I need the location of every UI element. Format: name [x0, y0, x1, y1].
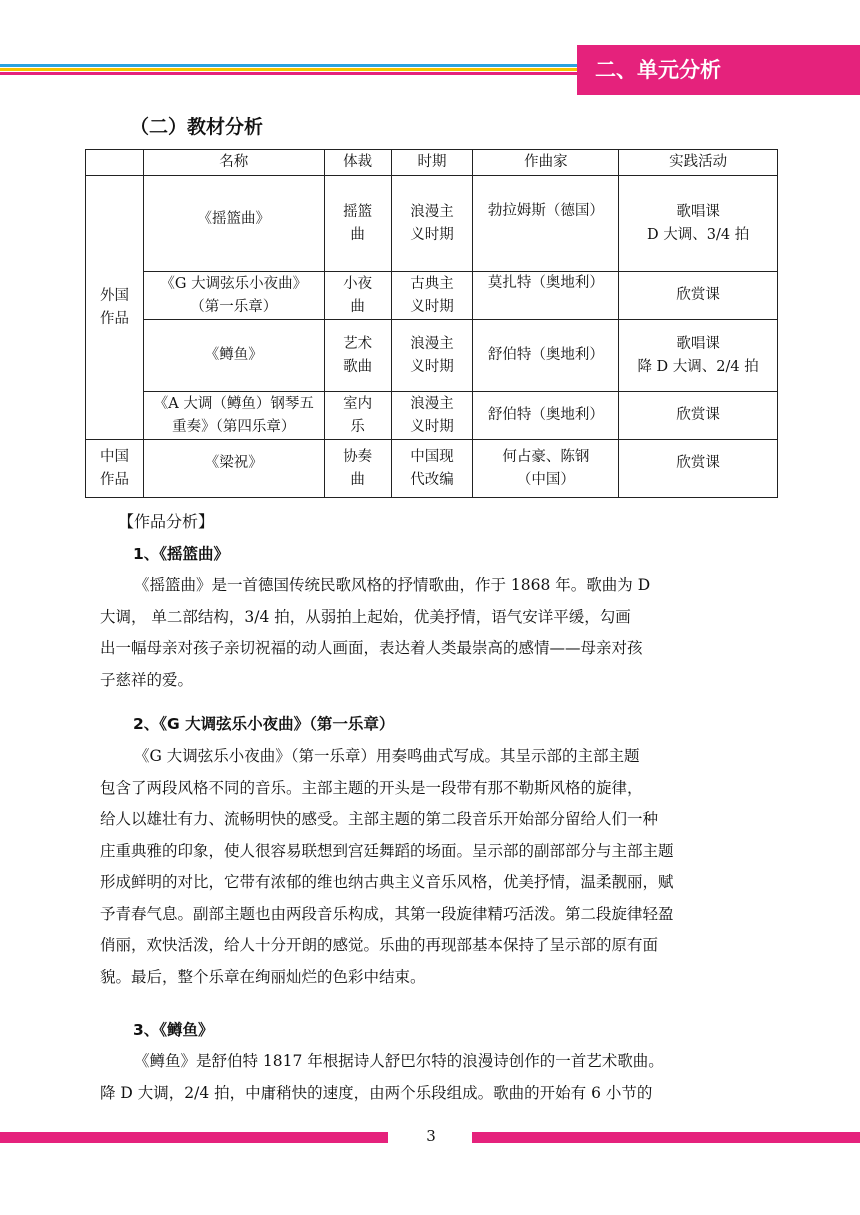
footer-bar-right [472, 1132, 860, 1143]
paragraph-line: 形成鲜明的对比，它带有浓郁的维也纳古典主义音乐风格，优美抒情，温柔靓丽，赋 [100, 873, 674, 891]
table-header-row [86, 150, 778, 176]
work-activity [619, 272, 778, 320]
work-composer: 勃拉姆斯（德国） [473, 176, 619, 272]
paragraph-line: 《摇篮曲》是一首德国传统民歌风格的抒情歌曲，作于 1868 年。歌曲为 D [134, 576, 651, 594]
paragraph-line: 俏丽，欢快活泼，给人十分开朗的感觉。乐曲的再现部基本保持了呈示部的原有面 [100, 936, 659, 954]
table-header-cell: 时期 [391, 150, 473, 176]
work-name: 《A 大调（鳟鱼）钢琴五重奏》（第四乐章） [143, 392, 324, 440]
page-number: 3 [426, 1127, 436, 1145]
group-label-chinese: 中国作品 [86, 440, 144, 498]
activity-line: D 大调、3/4 拍 [647, 226, 750, 243]
section-tab: 二、单元分析 [577, 45, 860, 95]
header-stripes [0, 64, 600, 78]
analysis-paragraph [100, 570, 772, 696]
activity-line: 欣赏课 [676, 407, 720, 423]
analysis-paragraph [100, 741, 772, 993]
work-genre: 摇篮曲 [324, 176, 391, 272]
work-activity [619, 176, 778, 272]
paragraph-line: 庄重典雅的印象，使人很容易联想到宫廷舞蹈的场面。呈示部的副部部分与主部主题 [100, 841, 674, 860]
work-name: 《梁祝》 [143, 440, 324, 498]
activity-line: 歌唱课 [676, 203, 720, 220]
activity-line: 欣赏课 [676, 287, 720, 303]
work-name: 《摇篮曲》 [143, 176, 324, 272]
works-table [85, 149, 778, 498]
paragraph-line: 降 D 大调，2/4 拍，中庸稍快的速度，由两个乐段组成。歌曲的开始有 6 小节的 [100, 1083, 653, 1102]
table-row [86, 320, 778, 392]
paragraph-line: 出一幅母亲对孩子亲切祝福的动人画面，表达着人类最崇高的感情——母亲对孩 [100, 639, 643, 657]
work-period: 浪漫主义时期 [391, 320, 473, 392]
work-genre: 艺术歌曲 [324, 320, 391, 392]
work-composer: 何占豪、陈钢（中国） [473, 440, 619, 498]
analysis-heading: 1、《摇篮曲》 [133, 545, 230, 563]
work-activity [619, 440, 778, 498]
paragraph-line: 《鳟鱼》是舒伯特 1817 年根据诗人舒巴尔特的浪漫诗创作的一首艺术歌曲。 [134, 1052, 664, 1070]
analysis-heading: 2、《G 大调弦乐小夜曲》（第一乐章） [133, 715, 395, 733]
work-name: 《鳟鱼》 [143, 320, 324, 392]
work-composer: 莫扎特（奥地利） [473, 272, 619, 320]
paragraph-line: 大调， 单二部结构，3/4 拍，从弱拍上起始，优美抒情，语气安详平缓，勾画 [100, 607, 631, 626]
paragraph-line: 子慈祥的爱。 [100, 670, 194, 689]
paragraph-line: 《G 大调弦乐小夜曲》（第一乐章）用奏鸣曲式写成。其呈示部的主部主题 [134, 747, 640, 765]
work-period: 浪漫主义时期 [391, 176, 473, 272]
paragraph-line: 给人以雄壮有力、流畅明快的感受。主部主题的第二段音乐开始部分留给人们一种 [100, 810, 659, 828]
work-period: 中国现代改编 [391, 440, 473, 498]
work-composer: 舒伯特（奥地利） [473, 392, 619, 440]
table-header-cell [86, 150, 144, 176]
table-row [86, 176, 778, 272]
work-genre: 协奏曲 [324, 440, 391, 498]
paragraph-line: 予青春气息。副部主题也由两段音乐构成，其第一段旋律精巧活泼。第二段旋律轻盈 [100, 904, 674, 923]
work-genre: 室内乐 [324, 392, 391, 440]
section-title: （二）教材分析 [130, 116, 264, 138]
work-name: 《G 大调弦乐小夜曲》（第一乐章） [143, 272, 324, 320]
activity-line: 降 D 大调、2/4 拍 [637, 358, 759, 375]
group-label-foreign: 外国作品 [86, 176, 144, 440]
work-period: 浪漫主义时期 [391, 392, 473, 440]
table-header-cell: 作曲家 [473, 150, 619, 176]
work-genre: 小夜曲 [324, 272, 391, 320]
work-activity [619, 320, 778, 392]
table-header-cell: 体裁 [324, 150, 391, 176]
table-header-cell: 实践活动 [619, 150, 778, 176]
paragraph-line: 包含了两段风格不同的音乐。主部主题的开头是一段带有那不勒斯风格的旋律， [100, 778, 643, 797]
table-row [86, 440, 778, 498]
analysis-heading: 3、《鳟鱼》 [133, 1021, 214, 1039]
table-header-cell: 名称 [143, 150, 324, 176]
activity-line: 歌唱课 [676, 335, 720, 352]
work-composer: 舒伯特（奥地利） [473, 320, 619, 392]
paragraph-line: 貌。最后，整个乐章在绚丽灿烂的色彩中结束。 [100, 967, 426, 986]
analysis-paragraph [100, 1046, 772, 1109]
activity-line: 欣赏课 [676, 455, 720, 471]
work-activity [619, 392, 778, 440]
table-row [86, 392, 778, 440]
work-period: 古典主义时期 [391, 272, 473, 320]
table-row [86, 272, 778, 320]
footer-bar-left [0, 1132, 388, 1143]
analysis-label: 【作品分析】 [118, 512, 215, 531]
